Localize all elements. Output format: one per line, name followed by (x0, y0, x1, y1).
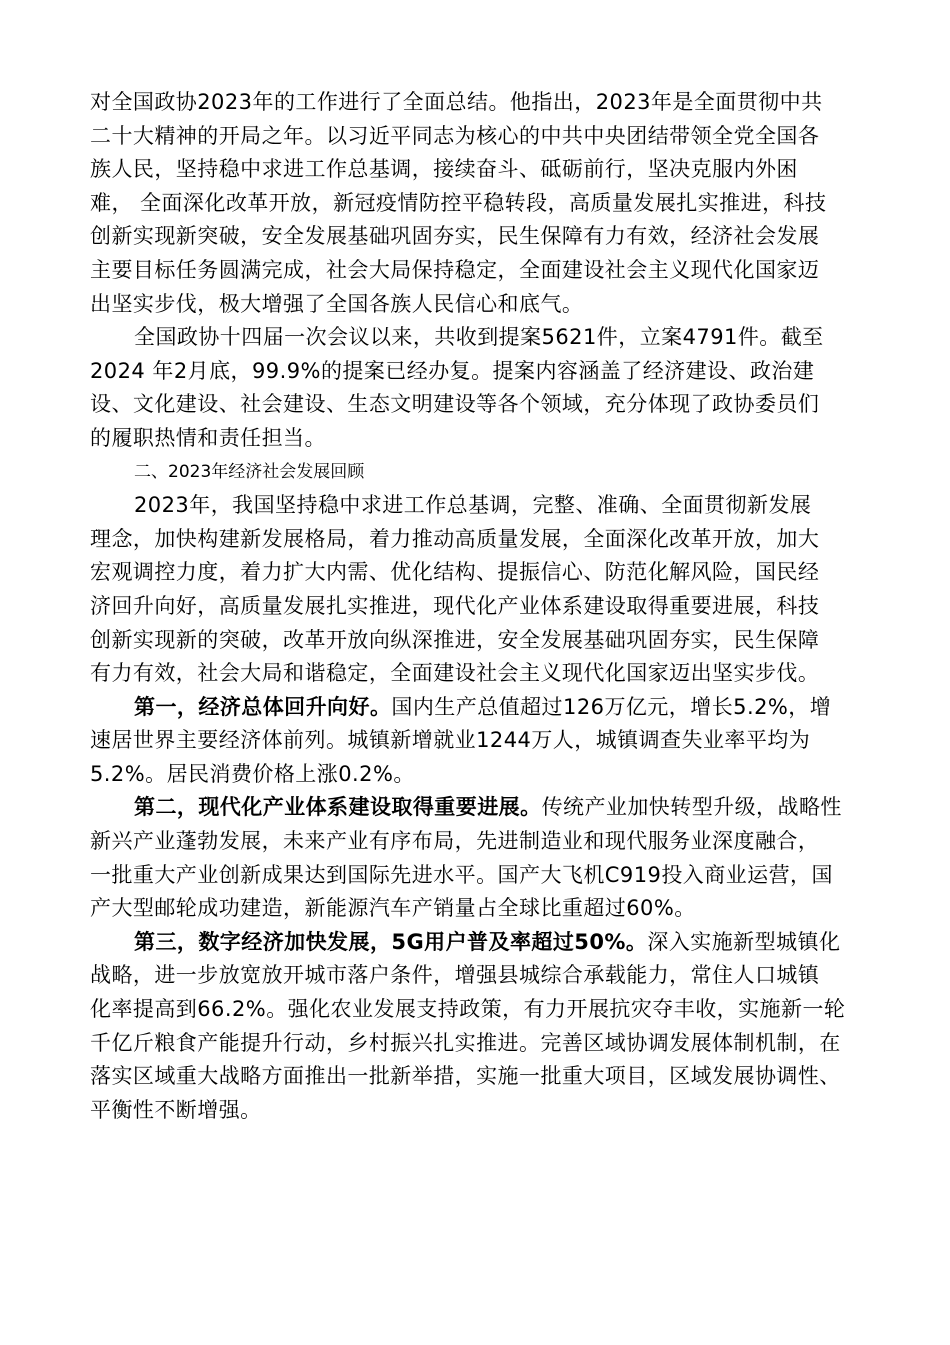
paragraph-proposals: 全国政协十四届一次会议以来，共收到提案5621件，立案4791件。截至 2024 年2月底，99.9%的提案已经办复。提案内容涵盖了经济建设、政治建 设、文化建设、社会建设、生态文明建设等各个领域，充分体现了政协委员们 的履职热情和责任担当。 (90, 325, 824, 450)
first-point-body: 国内生产总值超过126万亿元，增长5.2%，增 速居世界主要经济体前列。城镇新增就业1244万人，城镇调查失业率平均为 5.2%。居民消费价格上涨0.2%。 (90, 694, 832, 786)
second-point-body: 传统产业加快转型升级，战略性 新兴产业蓬勃发展，未来产业有序布局，先进制造业和现代服务业深度融合， 一批重大产业创新成果达到国际先进水平。国产大飞机C919投入商业运营，国 产大型邮轮成功建造，新能源汽车产销量占全球比重超过60%。 (90, 795, 842, 921)
paragraph-second-point (90, 791, 880, 925)
first-point-lead: 第一，经济总体回升向好。 (134, 694, 392, 719)
document-page (90, 86, 880, 1127)
paragraph-cppcc-summary: 对全国政协2023年的工作进行了全面总结。他指出，2023年是全面贯彻中共 二十大精神的开局之年。以习近平同志为核心的中共中央团结带领全党全国各 族人民，坚持稳中求进工作总基调，接续奋斗、砥砺前行，坚决克服内外困 难， 全面深化改革开放，新冠疫情防控平稳转段，高质量发展扎实推进，科技 创新实现新突破，安全发展基础巩固夯实，民生保障有力有效，经济社会发展 主要目标任务圆满完成，社会大局保持稳定，全面建设社会主义现代化国家迈 出坚实步伐，极大增强了全国各族人民信心和底气。 (90, 90, 827, 316)
third-point-body: 深入实施新型城镇化 战略，进一步放宽放开城市落户条件，增强县城综合承载能力，常住人口城镇 化率提高到66.2%。强化农业发展支持政策，有力开展抗灾夺丰收，实施新一轮 千亿斤粮食产能提升行动，乡村振兴扎实推进。完善区域协调发展体制机制，在 落实区域重大战略方面推出一批新举措，实施一批重大项目，区域发展协调性、 平衡性不断增强。 (90, 929, 846, 1122)
paragraph-first-point (90, 691, 880, 792)
paragraph-2023-review: 2023年，我国坚持稳中求进工作总基调，完整、准确、全面贯彻新发展 理念，加快构建新发展格局，着力推动高质量发展，全面深化改革开放，加大 宏观调控力度，着力扩大内需、优化结构、提振信心、防范化解风险，国民经 济回升向好，高质量发展扎实推进，现代化产业体系建设取得重要进展，科技 创新实现新的突破，改革开放向纵深推进，安全发展基础巩固夯实，民生保障 有力有效，社会大局和谐稳定，全面建设社会主义现代化国家迈出坚实步伐。 (90, 493, 820, 686)
third-point-lead: 第三，数字经济加快发展，5G用户普及率超过50%。 (134, 929, 648, 954)
section-heading: 二、2023年经济社会发展回顾 (134, 461, 365, 482)
second-point-lead: 第二，现代化产业体系建设取得重要进展。 (134, 795, 542, 820)
paragraph-third-point (90, 926, 880, 1128)
